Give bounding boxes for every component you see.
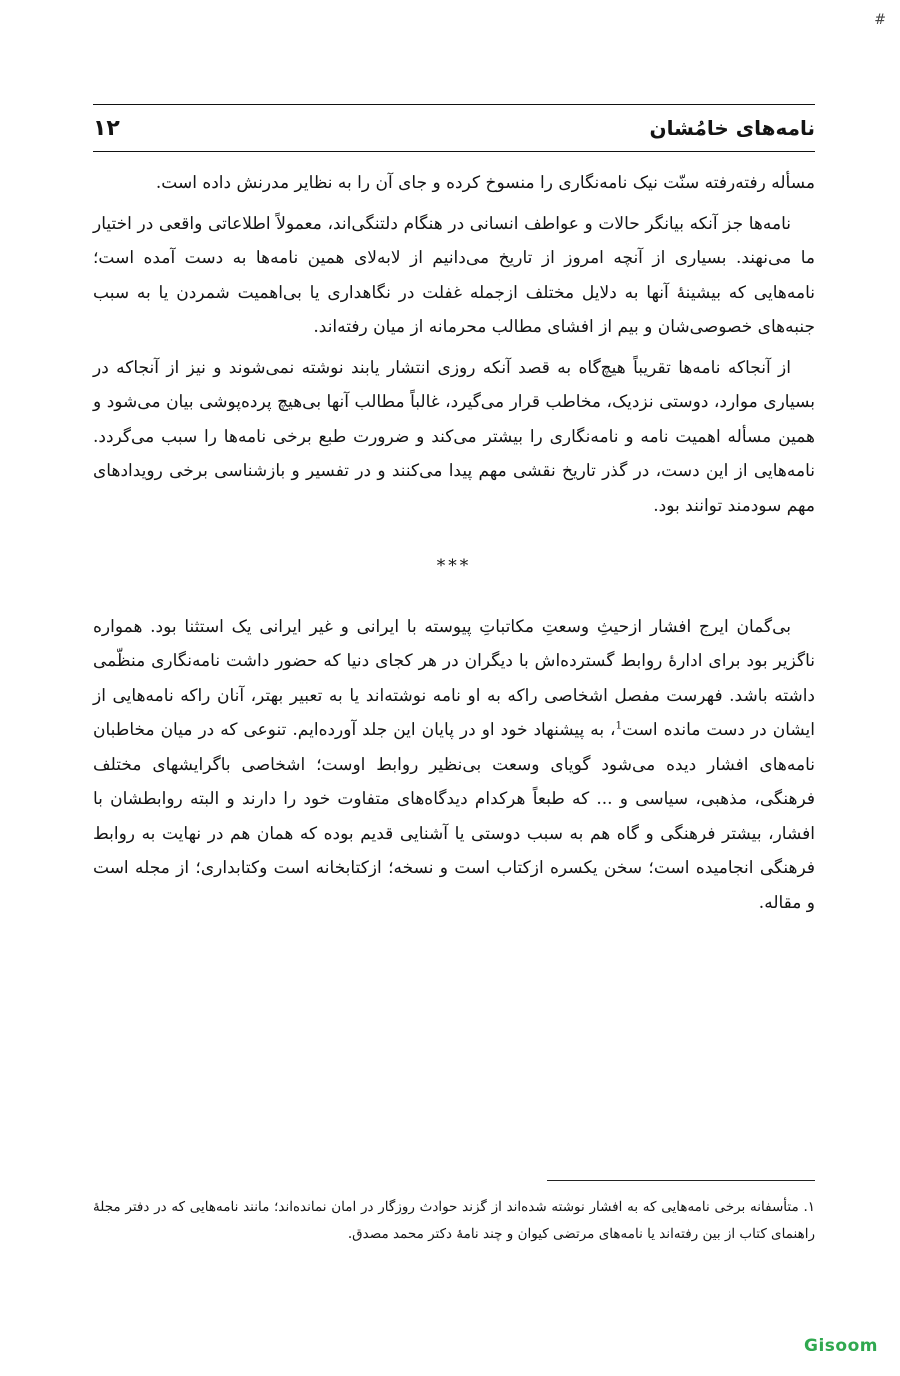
book-title: نامه‌های خامُشان bbox=[649, 116, 815, 140]
logo-text: Gisoom bbox=[804, 1336, 878, 1356]
footnote-divider bbox=[547, 1180, 815, 1181]
paragraph-4-text-start: بی‌گمان ایرج افشار ازحیثِ وسعتِ مکاتباتِ پیوسته با ایرانی و غیر ایرانی یک استثنا بود. همواره ناگزیر بود برای ادارهٔ روابط گسترده‌اش با دیگران در هر کجای دنیا که حضور داشت نامه‌نگاری منظّمی داشته باشد. فهرست مفصل اشخاصی راکه به او نامه نوشته‌اند یا به تعبیر بهتر، آنان راکه نامه‌هایی از ایشان در دست مانده است bbox=[93, 616, 815, 740]
paragraph-3: از آنجاکه نامه‌ها تقریباً هیچ‌گاه به قصد آنکه روزی انتشار یابند نوشته نمی‌شوند و نیز از آنجاکه در بسیاری موارد، دوستی نزدیک، مخاطب قرار می‌گیرد، غالباً مطالب آنها بی‌هیچ پرده‌پوشی بیان می‌شود و همین مسأله اهمیت نامه و نامه‌نگاری را بیشتر می‌کند و ضرورت طبع برخی نامه‌ها را سبب می‌گردد. نامه‌هایی از این دست، در گذر تاریخ نقشی مهم پیدا می‌کنند و در تفسیر و بازشناسی برخی رویدادهای مهم سودمند توانند بود. bbox=[93, 357, 815, 516]
body-text bbox=[93, 166, 815, 926]
paragraph-4-text-end: ، به پیشنهاد خود او در پایان این جلد آورده‌ایم. تنوعی که در میان مخاطبان نامه‌های افشار دیده می‌شود گویای وسعت بی‌نظیر روابط اوست؛ اشخاصی باگرایشهای مختلف فرهنگی، مذهبی، سیاسی و ... که طبعاً هرکدام دیدگاه‌های متفاوت خود را دارند و البته روابطشان با افشار، بیشتر فرهنگی و گاه هم به سبب دوستی یا آشنایی قدیم بوده که همان هم در نهایت به روابط فرهنگی انجامیده است؛ سخن یکسره ازکتاب است و نسخه؛ ازکتابخانه است وکتابداری؛ از مجله است و مقاله. bbox=[93, 720, 815, 913]
running-header bbox=[93, 104, 815, 152]
section-ornament: *** bbox=[436, 556, 472, 576]
page-number: ۱۲ bbox=[93, 115, 120, 141]
footnote bbox=[93, 1194, 815, 1248]
footnote-text: ۱. متأسفانه برخی نامه‌هایی که به افشار نوشته شده‌اند از گزند حوادث روزگار در امان نمانده‌اند؛ مانند نامه‌هایی که در دفتر مجلهٔ راهنمای کتاب از بین رفته‌اند یا نامه‌های مرتضی کیوان و چند نامهٔ دکتر محمد مصدق. bbox=[93, 1199, 815, 1242]
paragraph-4 bbox=[93, 610, 815, 921]
footnote-marker: 1 bbox=[615, 720, 622, 732]
paragraph-2: نامه‌ها جز آنکه بیانگر حالات و عواطف انسانی در هنگام دلتنگی‌اند، معمولاً اطلاعاتی واقعی در اختیار ما می‌نهند. بسیاری از آنچه امروز از تاریخ می‌دانیم از لابه‌لای همین نامه‌ها به دست آمده است؛ نامه‌هایی که بیشینهٔ آنها به دلایل مختلف ازجمله غفلت در نگاهداری یا بی‌اهمیت شمردن یا به سبب جنبه‌های خصوصی‌شان و بیم از افشای مطالب محرمانه از میان رفته‌اند. bbox=[93, 213, 815, 337]
paragraph-1: مسأله رفته‌رفته سنّت نیک نامه‌نگاری را منسوخ کرده و جای آن را به نظایر مدرنش داده است. bbox=[155, 173, 815, 193]
gisoom-logo bbox=[804, 1336, 878, 1356]
corner-mark: # bbox=[874, 12, 886, 28]
